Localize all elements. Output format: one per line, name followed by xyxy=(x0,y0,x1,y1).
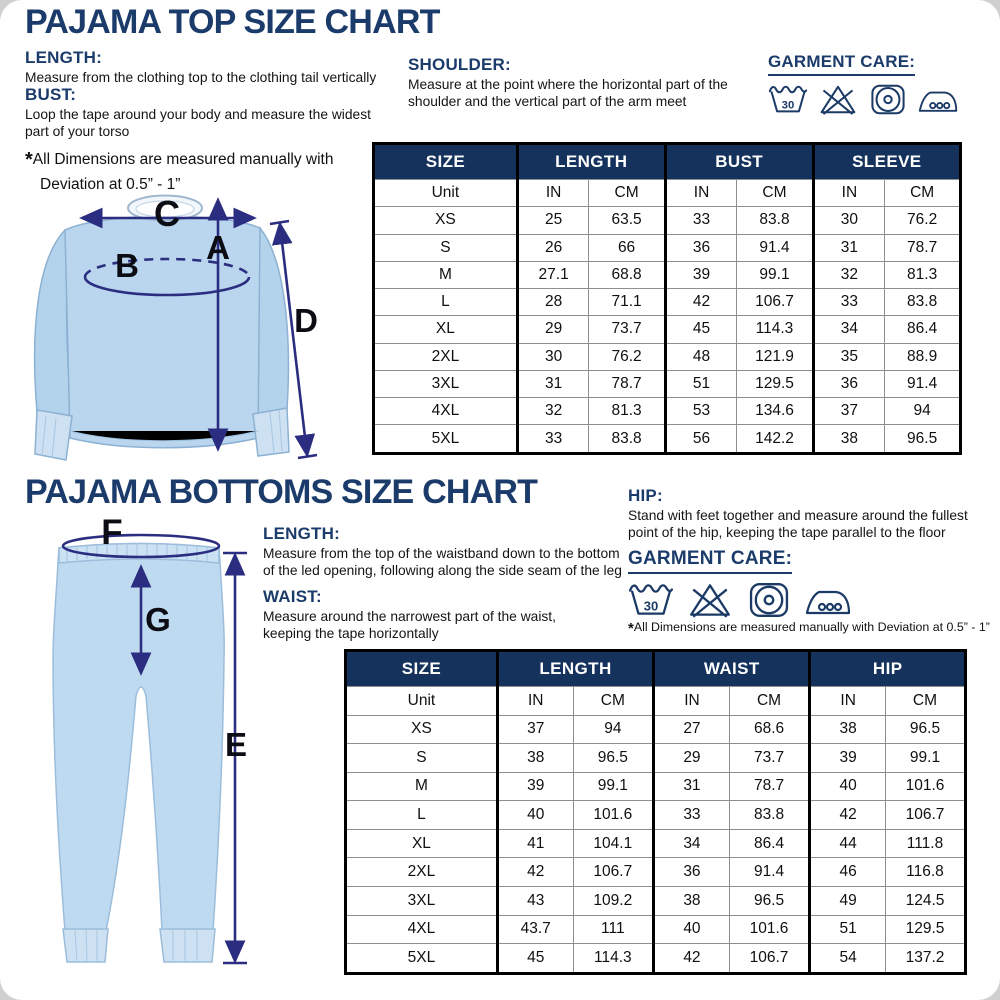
measurement-cell: 27 xyxy=(654,715,730,744)
measurement-cell: 121.9 xyxy=(737,343,813,370)
measurement-cell: 91.4 xyxy=(729,858,810,887)
iron-icon xyxy=(918,83,958,116)
size-cell: 5XL xyxy=(346,944,498,974)
measurement-cell: 51 xyxy=(810,915,886,944)
measurement-cell: 33 xyxy=(517,425,589,454)
shoulder-guide-label: SHOULDER: xyxy=(408,55,511,74)
bottoms-length-guide xyxy=(263,524,627,579)
column-group-header: LENGTH xyxy=(517,144,665,180)
measurement-cell: 124.5 xyxy=(885,886,965,915)
pajama-bottoms-title: PAJAMA BOTTOMS SIZE CHART xyxy=(25,473,538,511)
column-group-header: SIZE xyxy=(346,651,498,687)
measurement-cell: 83.8 xyxy=(729,801,810,830)
measurement-cell: 56 xyxy=(665,425,737,454)
measurement-cell: 42 xyxy=(654,944,730,974)
dim-label-D: D xyxy=(294,302,318,339)
table-row xyxy=(346,801,966,830)
measurement-cell: 106.7 xyxy=(573,858,654,887)
measurement-cell: 99.1 xyxy=(737,261,813,288)
garment-care-bottom xyxy=(628,548,851,619)
measurement-cell: 42 xyxy=(810,801,886,830)
measurement-cell: 34 xyxy=(813,316,885,343)
measurement-cell: 40 xyxy=(654,915,730,944)
size-cell: 3XL xyxy=(374,370,518,397)
measurement-cell: 109.2 xyxy=(573,886,654,915)
measurement-cell: 78.7 xyxy=(729,772,810,801)
measurement-cell: 45 xyxy=(497,944,573,974)
length-guide xyxy=(25,48,417,86)
unit-row xyxy=(374,180,961,207)
measurement-cell: 42 xyxy=(665,289,737,316)
table-row xyxy=(346,715,966,744)
measurement-cell: 114.3 xyxy=(573,944,654,974)
measurement-cell: IN xyxy=(665,180,737,207)
bust-guide xyxy=(25,85,377,140)
measurement-cell: 38 xyxy=(497,744,573,773)
pajama-bottoms-size-table xyxy=(344,649,967,975)
measurement-cell: 30 xyxy=(517,343,589,370)
measurement-cell: 42 xyxy=(497,858,573,887)
svg-text:30: 30 xyxy=(781,99,795,112)
hip-guide-label: HIP: xyxy=(628,486,663,505)
top-right-cuff xyxy=(253,408,289,456)
table-row xyxy=(374,343,961,370)
measurement-cell: 31 xyxy=(813,234,885,261)
measurement-cell: 106.7 xyxy=(737,289,813,316)
measurement-cell: 68.6 xyxy=(729,715,810,744)
measurement-cell: 101.6 xyxy=(729,915,810,944)
measurement-cell: 96.5 xyxy=(573,744,654,773)
measurement-cell: 46 xyxy=(810,858,886,887)
column-group-header: BUST xyxy=(665,144,813,180)
measurement-cell: IN xyxy=(517,180,589,207)
measurement-cell: 31 xyxy=(654,772,730,801)
table-header-row xyxy=(346,651,966,687)
dim-label-G: G xyxy=(145,601,171,638)
measurement-cell: 40 xyxy=(810,772,886,801)
measurement-cell: 25 xyxy=(517,207,589,234)
measurement-cell: 73.7 xyxy=(589,316,665,343)
table-row xyxy=(346,858,966,887)
wash-30-icon xyxy=(768,83,808,116)
pajama-top-size-table xyxy=(372,142,962,455)
dim-label-B: B xyxy=(115,247,139,284)
measurement-cell: 44 xyxy=(810,829,886,858)
dim-label-F: F xyxy=(101,513,123,552)
column-group-header: SLEEVE xyxy=(813,144,960,180)
measurement-cell: 99.1 xyxy=(885,744,965,773)
measurement-cell: 106.7 xyxy=(729,944,810,974)
measurement-cell: 91.4 xyxy=(885,370,961,397)
measurement-cell: 81.3 xyxy=(885,261,961,288)
svg-text:30: 30 xyxy=(643,598,659,614)
waist-guide xyxy=(263,587,593,642)
table-row xyxy=(374,316,961,343)
measurement-cell: 86.4 xyxy=(729,829,810,858)
care-icons-row xyxy=(628,581,851,619)
measurement-cell: 45 xyxy=(665,316,737,343)
measurement-cell: 43.7 xyxy=(497,915,573,944)
size-cell: XL xyxy=(374,316,518,343)
measurement-cell: 83.8 xyxy=(589,425,665,454)
table-row xyxy=(346,886,966,915)
measurement-cell: 94 xyxy=(573,715,654,744)
measurement-cell: 96.5 xyxy=(729,886,810,915)
measurement-cell: 96.5 xyxy=(885,715,965,744)
measurement-cell: 88.9 xyxy=(885,343,961,370)
measurement-cell: 26 xyxy=(517,234,589,261)
measurement-cell: 33 xyxy=(813,289,885,316)
care-icons-row xyxy=(768,83,958,116)
do-not-bleach-icon xyxy=(687,581,733,619)
measurement-cell: CM xyxy=(573,687,654,716)
hip-guide-text: Stand with feet together and measure around the fullest point of the hip, keeping the tape parallel to the floor xyxy=(628,508,968,541)
measurement-cell: IN xyxy=(497,687,573,716)
tumble-dry-icon xyxy=(868,83,908,116)
measurement-cell: 37 xyxy=(497,715,573,744)
size-cell: XS xyxy=(374,207,518,234)
table-row xyxy=(374,207,961,234)
column-group-header: LENGTH xyxy=(497,651,653,687)
measurement-cell: 114.3 xyxy=(737,316,813,343)
measurement-cell: 39 xyxy=(497,772,573,801)
tumble-dry-icon xyxy=(746,581,792,619)
pajama-top-title: PAJAMA TOP SIZE CHART xyxy=(25,3,440,41)
measurement-cell: 68.8 xyxy=(589,261,665,288)
measurement-cell: 33 xyxy=(654,801,730,830)
length-guide-text: Measure from the clothing top to the clothing tail vertically xyxy=(25,70,377,85)
measurement-cell: 76.2 xyxy=(589,343,665,370)
size-cell: Unit xyxy=(346,687,498,716)
measurement-cell: 34 xyxy=(654,829,730,858)
measurement-cell: 96.5 xyxy=(885,425,961,454)
measurement-cell: 35 xyxy=(813,343,885,370)
size-cell: L xyxy=(374,289,518,316)
size-cell: XS xyxy=(346,715,498,744)
measurement-cell: 73.7 xyxy=(729,744,810,773)
column-group-header: WAIST xyxy=(654,651,810,687)
dimensions-note-bottom xyxy=(628,620,998,637)
dim-label-C: C xyxy=(154,193,180,234)
measurement-cell: 78.7 xyxy=(885,234,961,261)
measurement-cell: 30 xyxy=(813,207,885,234)
size-cell: S xyxy=(374,234,518,261)
measurement-cell: CM xyxy=(737,180,813,207)
measurement-cell: 137.2 xyxy=(885,944,965,974)
size-cell: 2XL xyxy=(374,343,518,370)
measurement-cell: 129.5 xyxy=(737,370,813,397)
measurement-cell: 78.7 xyxy=(589,370,665,397)
measurement-cell: 86.4 xyxy=(885,316,961,343)
measurement-cell: 134.6 xyxy=(737,398,813,425)
waist-guide-label: WAIST: xyxy=(263,587,322,606)
measurement-cell: 39 xyxy=(810,744,886,773)
length-guide-label: LENGTH: xyxy=(25,48,102,67)
measurement-cell: 63.5 xyxy=(589,207,665,234)
size-cell: S xyxy=(346,744,498,773)
shoulder-guide-text: Measure at the point where the horizontal part of the shoulder and the vertical part of the arm meet xyxy=(408,77,728,110)
measurement-cell: 129.5 xyxy=(885,915,965,944)
measurement-cell: 54 xyxy=(810,944,886,974)
bottoms-length-guide-label: LENGTH: xyxy=(263,524,340,543)
dim-label-A: A xyxy=(206,229,230,266)
measurement-cell: 36 xyxy=(665,234,737,261)
iron-icon xyxy=(805,581,851,619)
table-row xyxy=(374,398,961,425)
garment-care-label: GARMENT CARE: xyxy=(768,52,915,76)
measurement-cell: 51 xyxy=(665,370,737,397)
wash-30-icon xyxy=(628,581,674,619)
measurement-cell: 71.1 xyxy=(589,289,665,316)
table-row xyxy=(374,289,961,316)
measurement-cell: CM xyxy=(885,687,965,716)
size-cell: XL xyxy=(346,829,498,858)
measurement-cell: 83.8 xyxy=(737,207,813,234)
table-row xyxy=(374,261,961,288)
measurement-cell: 37 xyxy=(813,398,885,425)
size-cell: 4XL xyxy=(374,398,518,425)
table-row xyxy=(374,234,961,261)
size-table xyxy=(372,142,962,455)
measurement-cell: 81.3 xyxy=(589,398,665,425)
garment-care-label: GARMENT CARE: xyxy=(628,548,792,574)
measurement-cell: CM xyxy=(885,180,961,207)
do-not-bleach-icon xyxy=(818,83,858,116)
hip-guide xyxy=(628,486,984,541)
measurement-cell: IN xyxy=(654,687,730,716)
asterisk: * xyxy=(25,149,33,171)
measurement-cell: 106.7 xyxy=(885,801,965,830)
measurement-cell: 38 xyxy=(810,715,886,744)
table-row xyxy=(346,744,966,773)
measurement-cell: 53 xyxy=(665,398,737,425)
bust-guide-text: Loop the tape around your body and measure the widest part of your torso xyxy=(25,107,371,140)
measurement-cell: 111.8 xyxy=(885,829,965,858)
measurement-cell: CM xyxy=(729,687,810,716)
dimensions-note-top-line1: All Dimensions are measured manually with xyxy=(32,151,334,168)
measurement-cell: 41 xyxy=(497,829,573,858)
measurement-cell: 33 xyxy=(665,207,737,234)
bust-guide-label: BUST: xyxy=(25,85,77,104)
dim-label-E: E xyxy=(224,726,248,763)
size-cell: 2XL xyxy=(346,858,498,887)
measurement-cell: 94 xyxy=(885,398,961,425)
unit-row xyxy=(346,687,966,716)
measurement-cell: 66 xyxy=(589,234,665,261)
table-row xyxy=(346,772,966,801)
measurement-cell: 104.1 xyxy=(573,829,654,858)
size-cell: Unit xyxy=(374,180,518,207)
measurement-cell: 111 xyxy=(573,915,654,944)
measurement-cell: CM xyxy=(589,180,665,207)
measurement-cell: 142.2 xyxy=(737,425,813,454)
measurement-cell: 38 xyxy=(654,886,730,915)
measurement-cell: 39 xyxy=(665,261,737,288)
measurement-cell: 49 xyxy=(810,886,886,915)
size-cell: M xyxy=(374,261,518,288)
pants-right-cuff xyxy=(160,929,215,962)
measurement-cell: IN xyxy=(813,180,885,207)
measurement-cell: 40 xyxy=(497,801,573,830)
measurement-cell: 38 xyxy=(813,425,885,454)
measurement-cell: 76.2 xyxy=(885,207,961,234)
garment-care-top xyxy=(768,52,958,116)
measurement-cell: 99.1 xyxy=(573,772,654,801)
dimensions-note-bottom-text: All Dimensions are measured manually with Deviation at 0.5” - 1” xyxy=(633,620,990,634)
shoulder-guide xyxy=(408,55,744,110)
size-cell: M xyxy=(346,772,498,801)
table-row xyxy=(346,829,966,858)
top-left-cuff xyxy=(35,410,72,460)
table-row xyxy=(374,370,961,397)
measurement-cell: 83.8 xyxy=(885,289,961,316)
bottoms-length-guide-text: Measure from the top of the waistband down to the bottom of the led opening, following along the side seam of the leg xyxy=(263,546,622,579)
top-body xyxy=(65,216,260,448)
pants-left-cuff xyxy=(63,929,108,962)
column-group-header: SIZE xyxy=(374,144,518,180)
measurement-cell: 27.1 xyxy=(517,261,589,288)
size-table xyxy=(344,649,967,975)
size-cell: 5XL xyxy=(374,425,518,454)
table-row xyxy=(346,915,966,944)
measurement-cell: 48 xyxy=(665,343,737,370)
size-cell: 3XL xyxy=(346,886,498,915)
dimensions-note-top-line2: Deviation at 0.5” - 1” xyxy=(40,176,181,193)
measurement-cell: 29 xyxy=(517,316,589,343)
measurement-cell: 36 xyxy=(654,858,730,887)
asterisk: * xyxy=(628,620,634,637)
measurement-cell: IN xyxy=(810,687,886,716)
measurement-cell: 29 xyxy=(654,744,730,773)
table-header-row xyxy=(374,144,961,180)
measurement-cell: 28 xyxy=(517,289,589,316)
measurement-cell: 43 xyxy=(497,886,573,915)
pants-body xyxy=(53,544,224,932)
table-row xyxy=(346,944,966,974)
size-cell: L xyxy=(346,801,498,830)
measurement-cell: 36 xyxy=(813,370,885,397)
waist-guide-text: Measure around the narrowest part of the waist, keeping the tape horizontally xyxy=(263,609,556,642)
measurement-cell: 101.6 xyxy=(885,772,965,801)
measurement-cell: 31 xyxy=(517,370,589,397)
measurement-cell: 32 xyxy=(813,261,885,288)
measurement-cell: 101.6 xyxy=(573,801,654,830)
size-cell: 4XL xyxy=(346,915,498,944)
column-group-header: HIP xyxy=(810,651,966,687)
measurement-cell: 91.4 xyxy=(737,234,813,261)
measurement-cell: 32 xyxy=(517,398,589,425)
table-row xyxy=(374,425,961,454)
measurement-cell: 116.8 xyxy=(885,858,965,887)
